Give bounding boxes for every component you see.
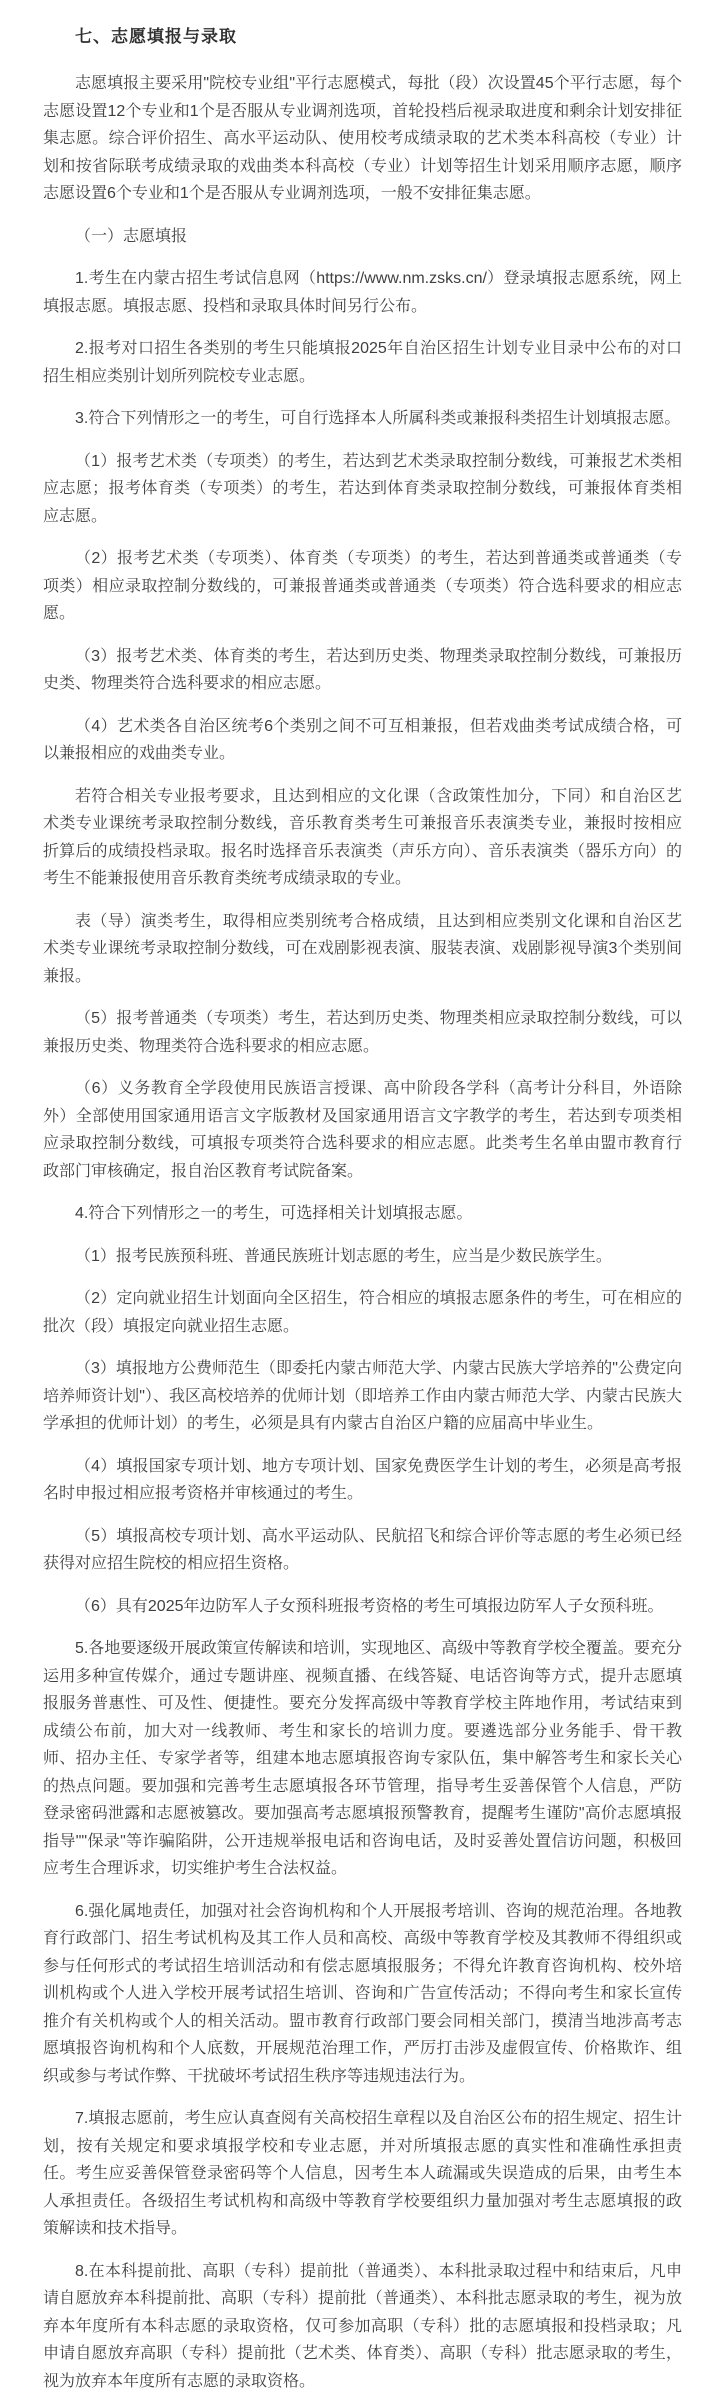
paragraph: 4.符合下列情形之一的考生，可选择相关计划填报志愿。 [43, 1200, 682, 1228]
paragraph: （5）填报高校专项计划、高水平运动队、民航招飞和综合评价等志愿的考生必须已经获得对应招生院校的相应招生资格。 [43, 1523, 682, 1578]
paragraph: 5.各地要逐级开展政策宣传解读和培训，实现地区、高级中等教育学校全覆盖。要充分运用多种宣传媒介，通过专题讲座、视频直播、在线答疑、电话咨询等方式，提升志愿填报服务普惠性、可及性、便捷性。要充分发挥高级中等教育学校主阵地作用，考试结束到成绩公布前，加大对一线教师、考生和家长的培训力度。要遴选部分业务能手、骨干教师、招办主任、专家学者等，组建本地志愿填报咨询专家队伍，集中解答考生和家长关心的热点问题。要加强和完善考生志愿填报各环节管理，指导考生妥善保管个人信息，严防登录密码泄露和志愿被篡改。要加强高考志愿填报预警教育，提醒考生谨防"高价志愿填报指导""保录"等诈骗陷阱，公开违规举报电话和咨询电话，及时妥善处置信访问题，积极回应考生合理诉求，切实维护考生合法权益。 [43, 1635, 682, 1883]
paragraph: （1）报考艺术类（专项类）的考生，若达到艺术类录取控制分数线，可兼报艺术类相应志愿；报考体育类（专项类）的考生，若达到体育类录取控制分数线，可兼报体育类相应志愿。 [43, 448, 682, 531]
paragraph: （一）志愿填报 [43, 223, 682, 251]
paragraph: （6）义务教育全学段使用民族语言授课、高中阶段各学科（高考计分科目，外语除外）全部使用国家通用语言文字版教材及国家通用语言文字教学的考生，若达到专项类相应录取控制分数线，可填报专项类符合选科要求的相应志愿。此类考生名单由盟市教育行政部门审核确定，报自治区教育考试院备案。 [43, 1075, 682, 1185]
paragraph: 2.报考对口招生各类别的考生只能填报2025年自治区招生计划专业目录中公布的对口招生相应类别计划所列院校专业志愿。 [43, 335, 682, 390]
paragraph: 6.强化属地责任，加强对社会咨询机构和个人开展报考培训、咨询的规范治理。各地教育行政部门、招生考试机构及其工作人员和高校、高级中等教育学校及其教师不得组织或参与任何形式的考试招生培训活动和有偿志愿填报服务；不得允许教育咨询机构、校外培训机构或个人进入学校开展考试招生培训、咨询和广告宣传活动；不得向考生和家长宣传推介有关机构或个人的相关活动。盟市教育行政部门要会同相关部门，摸清当地涉高考志愿填报咨询机构和个人底数，开展规范治理工作，严厉打击涉及虚假宣传、价格欺诈、组织或参与考试作弊、干扰破坏考试招生秩序等违规违法行为。 [43, 1898, 682, 2091]
paragraph: 若符合相关专业报考要求，且达到相应的文化课（含政策性加分，下同）和自治区艺术类专业课统考录取控制分数线，音乐教育类考生可兼报音乐表演类专业，兼报时按相应折算后的成绩投档录取。报名时选择音乐表演类（声乐方向）、音乐表演类（器乐方向）的考生不能兼报使用音乐教育类统考成绩录取的专业。 [43, 783, 682, 893]
paragraph: 1.考生在内蒙古招生考试信息网（https://www.nm.zsks.cn/）登录填报志愿系统，网上填报志愿。填报志愿、投档和录取具体时间另行公布。 [43, 265, 682, 320]
paragraph: 志愿填报主要采用"院校专业组"平行志愿模式，每批（段）次设置45个平行志愿，每个志愿设置12个专业和1个是否服从专业调剂选项，首轮投档后视录取进度和剩余计划安排征集志愿。综合评价招生、高水平运动队、使用校考成绩录取的艺术类本科高校（专业）计划和按省际联考成绩录取的戏曲类本科高校（专业）计划等招生计划采用顺序志愿，顺序志愿设置6个专业和1个是否服从专业调剂选项，一般不安排征集志愿。 [43, 70, 682, 208]
section-title: 七、志愿填报与录取 [75, 29, 682, 45]
paragraph: （5）报考普通类（专项类）考生，若达到历史类、物理类相应录取控制分数线，可以兼报历史类、物理类符合选科要求的相应志愿。 [43, 1005, 682, 1060]
paragraph: （1）报考民族预科班、普通民族班计划志愿的考生，应当是少数民族学生。 [43, 1243, 682, 1271]
paragraph: 8.在本科提前批、高职（专科）提前批（普通类）、本科批录取过程中和结束后，凡申请自愿放弃本科提前批、高职（专科）提前批（普通类）、本科批志愿录取的考生，视为放弃本年度所有本科志愿的录取资格，仅可参加高职（专科）批的志愿填报和投档录取；凡申请自愿放弃高职（专科）提前批（艺术类、体育类）、高职（专科）批志愿录取的考生，视为放弃本年度所有志愿的录取资格。 [43, 2258, 682, 2395]
paragraph: 7.填报志愿前，考生应认真查阅有关高校招生章程以及自治区公布的招生规定、招生计划，按有关规定和要求填报学校和专业志愿，并对所填报志愿的真实性和准确性承担责任。考生应妥善保管登录密码等个人信息，因考生本人疏漏或失误造成的后果，由考生本人承担责任。各级招生考试机构和高级中等教育学校要组织力量加强对考生志愿填报的政策解读和技术指导。 [43, 2105, 682, 2243]
paragraph: （3）报考艺术类、体育类的考生，若达到历史类、物理类录取控制分数线，可兼报历史类、物理类符合选科要求的相应志愿。 [43, 643, 682, 698]
paragraph: （2）定向就业招生计划面向全区招生，符合相应的填报志愿条件的考生，可在相应的批次（段）填报定向就业招生志愿。 [43, 1285, 682, 1340]
paragraph: （4）艺术类各自治区统考6个类别之间不可互相兼报，但若戏曲类考试成绩合格，可以兼报相应的戏曲类专业。 [43, 713, 682, 768]
paragraph: （4）填报国家专项计划、地方专项计划、国家免费医学生计划的考生，必须是高考报名时申报过相应报考资格并审核通过的考生。 [43, 1453, 682, 1508]
paragraph: （6）具有2025年边防军人子女预科班报考资格的考生可填报边防军人子女预科班。 [43, 1593, 682, 1621]
paragraph: （2）报考艺术类（专项类）、体育类（专项类）的考生，若达到普通类或普通类（专项类）相应录取控制分数线的，可兼报普通类或普通类（专项类）符合选科要求的相应志愿。 [43, 545, 682, 628]
paragraph: （3）填报地方公费师范生（即委托内蒙古师范大学、内蒙古民族大学培养的"公费定向培养师资计划"）、我区高校培养的优师计划（即培养工作由内蒙古师范大学、内蒙古民族大学承担的优师计划）的考生，必须是具有内蒙古自治区户籍的应届高中毕业生。 [43, 1355, 682, 1438]
document-body [43, 70, 682, 2395]
paragraph: 表（导）演类考生，取得相应类别统考合格成绩，且达到相应类别文化课和自治区艺术类专业课统考录取控制分数线，可在戏剧影视表演、服装表演、戏剧影视导演3个类别间兼报。 [43, 908, 682, 991]
paragraph: 3.符合下列情形之一的考生，可自行选择本人所属科类或兼报科类招生计划填报志愿。 [43, 405, 682, 433]
